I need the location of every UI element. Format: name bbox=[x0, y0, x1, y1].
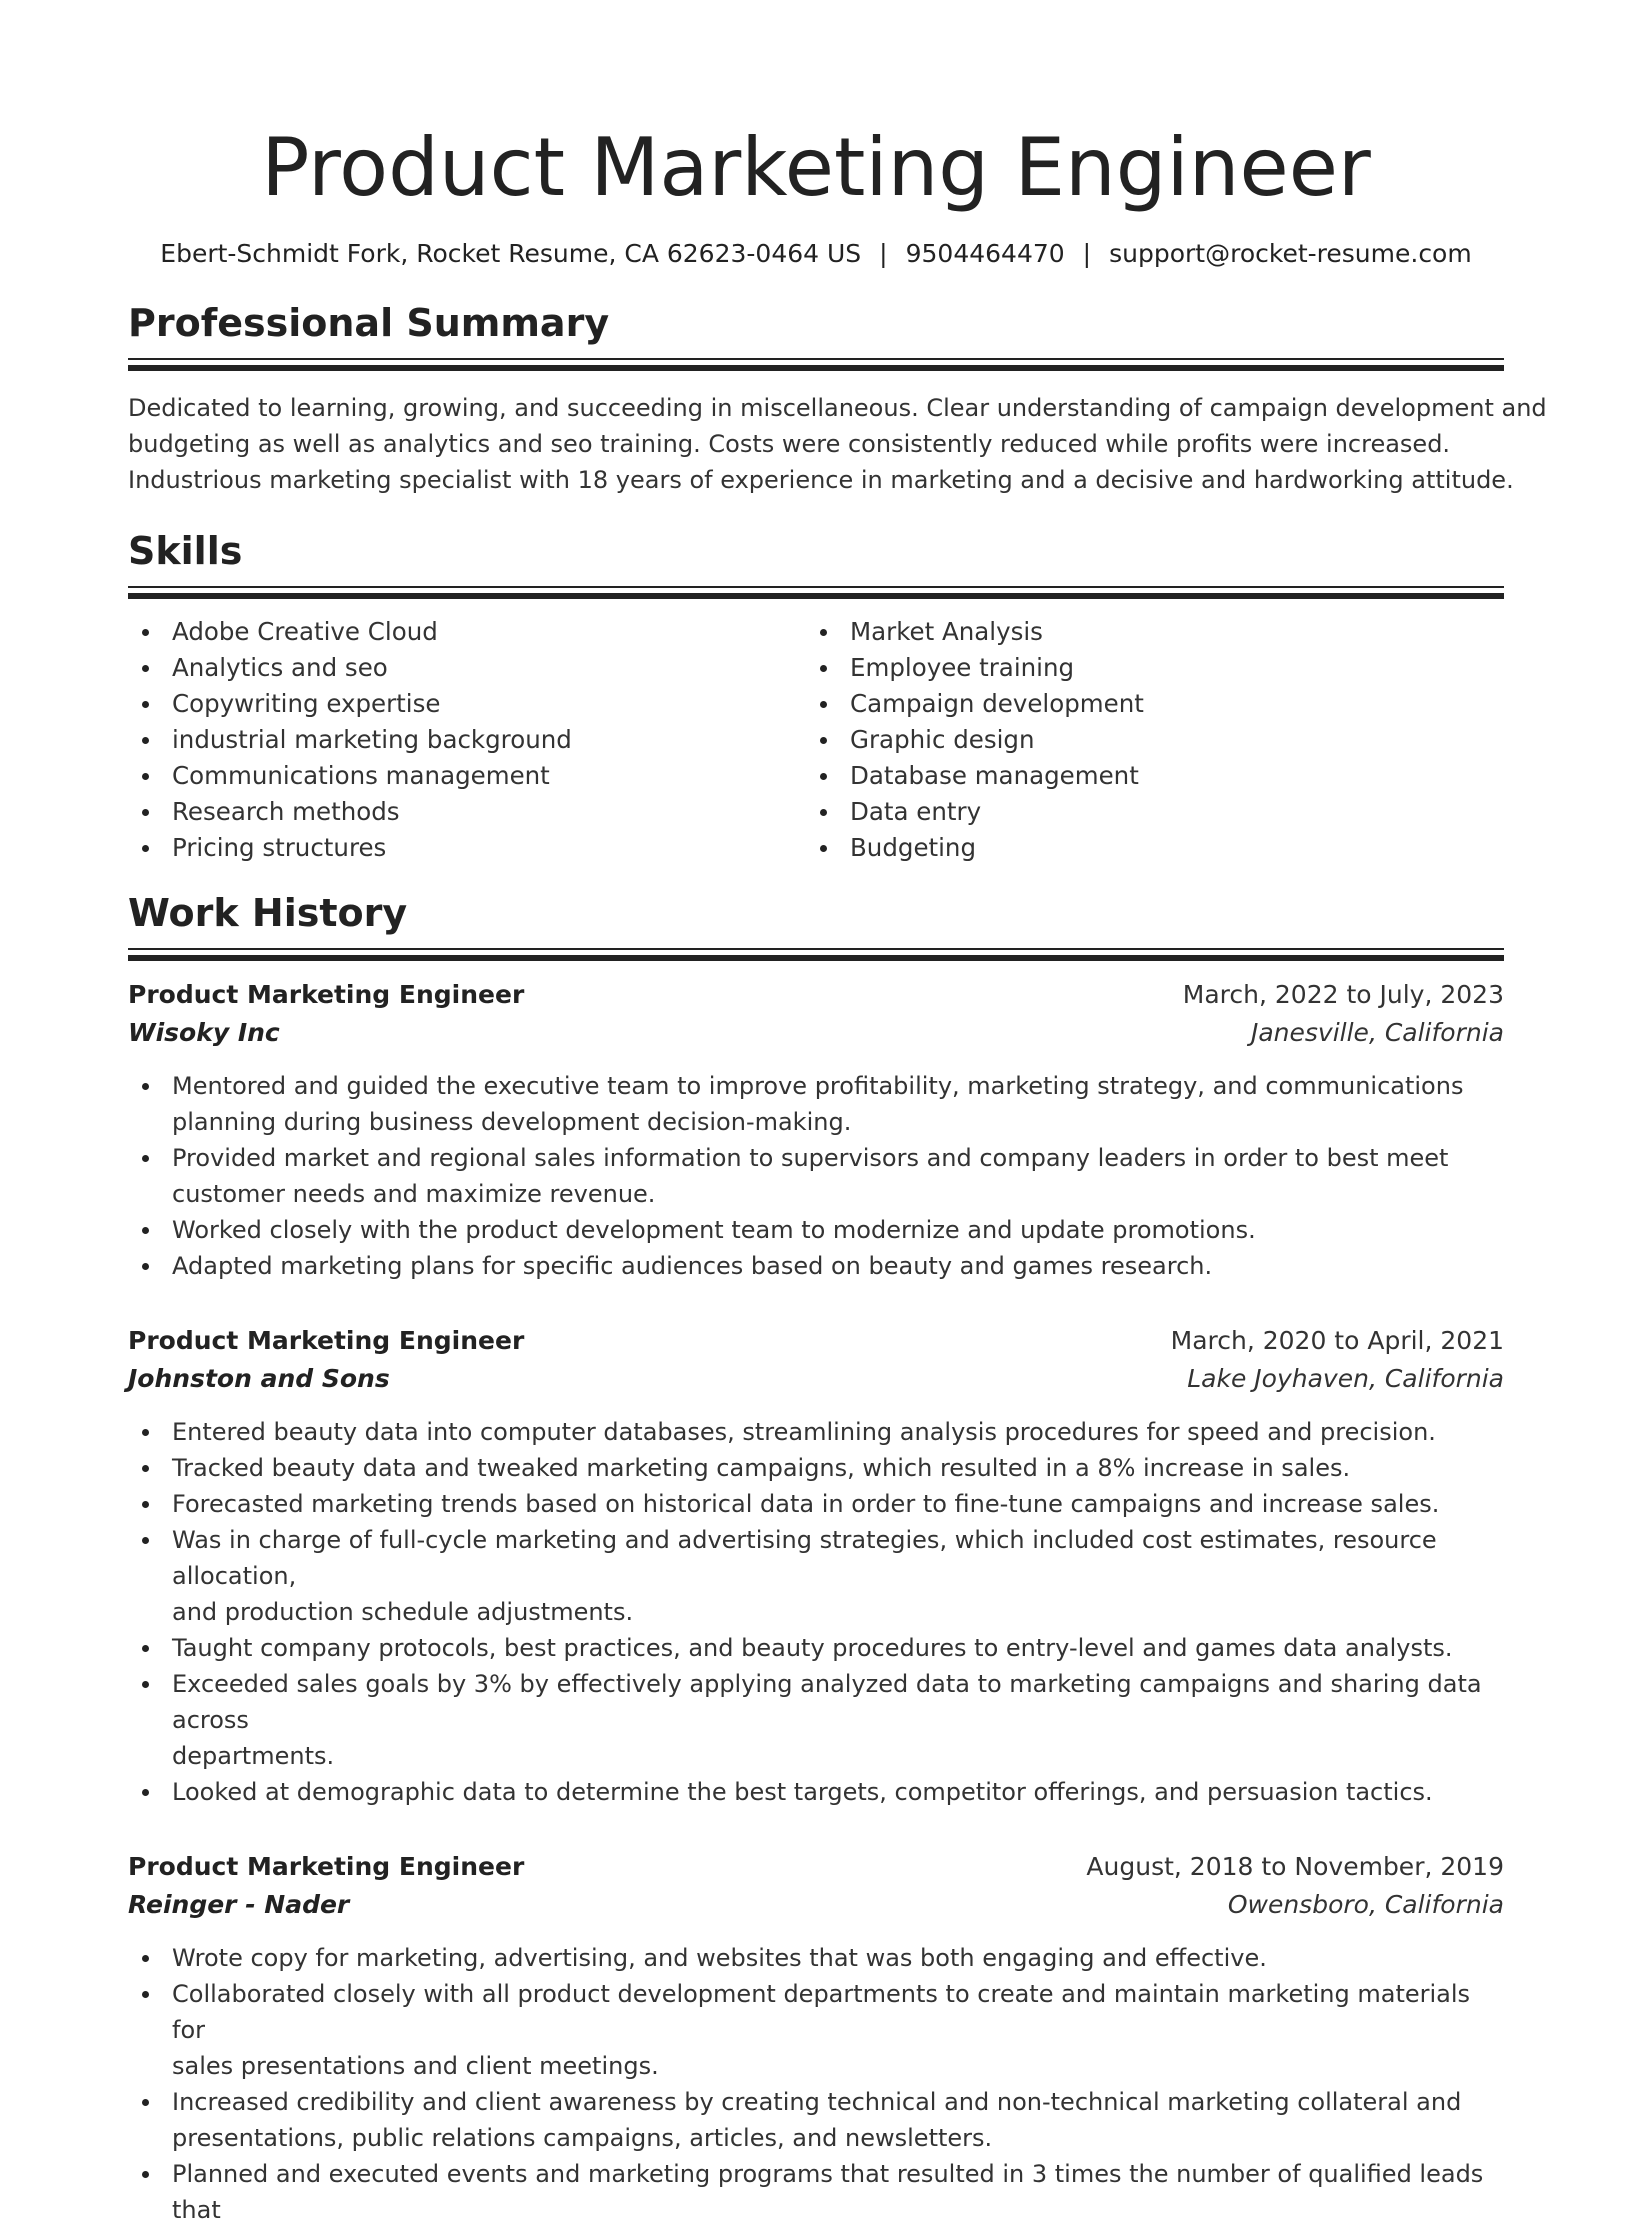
job-duties-list bbox=[128, 1940, 1504, 2228]
job-company-row bbox=[128, 1014, 1504, 1052]
duty-item bbox=[128, 2156, 1504, 2228]
work-history-section bbox=[128, 888, 1504, 2228]
duty-line: Planned and executed events and marketing programs that resulted in 3 times the number of qualified leads that bbox=[172, 2160, 1484, 2224]
job-header-row bbox=[128, 1848, 1504, 1886]
job-entry bbox=[128, 1322, 1504, 1810]
duty-line: and production schedule adjustments. bbox=[172, 1598, 634, 1626]
duty-line: customer needs and maximize revenue. bbox=[172, 1180, 656, 1208]
duty-item bbox=[128, 1450, 1504, 1486]
skill-item: Graphic design bbox=[806, 722, 1484, 758]
section-heading-skills: Skills bbox=[128, 529, 243, 573]
duty-line: planning during business development decision-making. bbox=[172, 1108, 852, 1136]
jobs-list bbox=[128, 976, 1504, 2228]
duty-line: Adapted marketing plans for specific audiences based on beauty and games research. bbox=[172, 1252, 1213, 1280]
duty-line: Entered beauty data into computer databases, streamlining analysis procedures for speed and precision. bbox=[172, 1418, 1436, 1446]
duty-item bbox=[128, 2084, 1504, 2156]
duty-item bbox=[128, 1522, 1504, 1630]
skills-section bbox=[128, 526, 1504, 866]
section-heading-work: Work History bbox=[128, 891, 408, 935]
skill-item: industrial marketing background bbox=[128, 722, 806, 758]
contact-line bbox=[128, 236, 1504, 272]
job-dates: August, 2018 to November, 2019 bbox=[1086, 1852, 1504, 1881]
job-title: Product Marketing Engineer bbox=[128, 1326, 525, 1355]
summary-text bbox=[128, 390, 1547, 498]
summary-line: Dedicated to learning, growing, and succeeding in miscellaneous. Clear understanding of campaign development and bbox=[128, 394, 1547, 422]
duty-line: Tracked beauty data and tweaked marketing campaigns, which resulted in a 8% increase in sales. bbox=[172, 1454, 1351, 1482]
duty-item bbox=[128, 1212, 1504, 1248]
job-header-row bbox=[128, 1322, 1504, 1360]
skill-item: Employee training bbox=[806, 650, 1484, 686]
duty-line: Was in charge of full-cycle marketing and advertising strategies, which included cost estimates, resource allocation, bbox=[172, 1526, 1437, 1590]
skill-item: Analytics and seo bbox=[128, 650, 806, 686]
job-entry bbox=[128, 1848, 1504, 2228]
skill-item: Research methods bbox=[128, 794, 806, 830]
skills-list-left bbox=[128, 614, 806, 866]
duty-line: Looked at demographic data to determine the best targets, competitor offerings, and persuasion tactics. bbox=[172, 1778, 1433, 1806]
duty-line: Taught company protocols, best practices, and beauty procedures to entry-level and games data analysts. bbox=[172, 1634, 1453, 1662]
job-duties-list bbox=[128, 1068, 1504, 1284]
skills-columns bbox=[128, 614, 1504, 866]
page-title: Product Marketing Engineer bbox=[261, 121, 1371, 214]
duty-item bbox=[128, 1414, 1504, 1450]
summary-line: budgeting as well as analytics and seo training. Costs were consistently reduced while profits were increased. bbox=[128, 430, 1451, 458]
section-divider bbox=[128, 358, 1504, 372]
skill-item: Communications management bbox=[128, 758, 806, 794]
job-location: Lake Joyhaven, California bbox=[1187, 1364, 1504, 1393]
contact-separator: | bbox=[879, 239, 888, 268]
skill-item: Campaign development bbox=[806, 686, 1484, 722]
job-company-row bbox=[128, 1886, 1504, 1924]
duty-item bbox=[128, 1666, 1504, 1774]
skill-item: Market Analysis bbox=[806, 614, 1484, 650]
skill-item: Pricing structures bbox=[128, 830, 806, 866]
job-location: Janesville, California bbox=[1250, 1018, 1504, 1047]
skill-item: Database management bbox=[806, 758, 1484, 794]
email-link[interactable]: support@rocket-resume.com bbox=[1109, 239, 1472, 268]
duty-line: Collaborated closely with all product development departments to create and maintain marketing materials for bbox=[172, 1980, 1471, 2044]
skill-item: Copywriting expertise bbox=[128, 686, 806, 722]
job-location: Owensboro, California bbox=[1227, 1890, 1504, 1919]
job-header-row bbox=[128, 976, 1504, 1014]
duty-line: presentations, public relations campaigns, articles, and newsletters. bbox=[172, 2124, 993, 2152]
duty-item bbox=[128, 1940, 1504, 1976]
duty-item bbox=[128, 1630, 1504, 1666]
summary-line: Industrious marketing specialist with 18 years of experience in marketing and a decisive and hardworking attitude. bbox=[128, 466, 1514, 494]
duty-line: Wrote copy for marketing, advertising, and websites that was both engaging and effective. bbox=[172, 1944, 1267, 1972]
duty-line: Worked closely with the product development team to modernize and update promotions. bbox=[172, 1216, 1256, 1244]
duty-item bbox=[128, 1976, 1504, 2084]
phone-text: 9504464470 bbox=[905, 239, 1065, 268]
duty-line: Exceeded sales goals by 3% by effectively applying analyzed data to marketing campaigns and sharing data across bbox=[172, 1670, 1482, 1734]
section-divider bbox=[128, 948, 1504, 962]
address-text: Ebert-Schmidt Fork, Rocket Resume, CA 62623-0464 US bbox=[160, 239, 862, 268]
skill-item: Budgeting bbox=[806, 830, 1484, 866]
duty-item bbox=[128, 1068, 1504, 1140]
duty-item bbox=[128, 1248, 1504, 1284]
summary-section bbox=[128, 298, 1547, 498]
skill-item: Adobe Creative Cloud bbox=[128, 614, 806, 650]
duty-item bbox=[128, 1486, 1504, 1522]
resume-page bbox=[128, 0, 1547, 2228]
skills-list-right bbox=[806, 614, 1484, 866]
contact-separator: | bbox=[1082, 239, 1092, 268]
section-heading-summary: Professional Summary bbox=[128, 301, 610, 345]
job-dates: March, 2022 to July, 2023 bbox=[1182, 980, 1504, 1009]
job-company: Wisoky Inc bbox=[128, 1018, 280, 1047]
job-company: Johnston and Sons bbox=[128, 1364, 390, 1393]
job-company-row bbox=[128, 1360, 1504, 1398]
duty-line: Mentored and guided the executive team to improve profitability, marketing strategy, and communications bbox=[172, 1072, 1464, 1100]
skill-item: Data entry bbox=[806, 794, 1484, 830]
section-divider bbox=[128, 586, 1504, 600]
duty-line: sales presentations and client meetings. bbox=[172, 2052, 659, 2080]
duty-line: Forecasted marketing trends based on historical data in order to fine-tune campaigns and increase sales. bbox=[172, 1490, 1440, 1518]
duty-line: Provided market and regional sales information to supervisors and company leaders in order to best meet bbox=[172, 1144, 1449, 1172]
job-title: Product Marketing Engineer bbox=[128, 980, 525, 1009]
job-duties-list bbox=[128, 1414, 1504, 1810]
job-dates: March, 2020 to April, 2021 bbox=[1170, 1326, 1504, 1355]
duty-line: departments. bbox=[172, 1742, 335, 1770]
duty-item bbox=[128, 1140, 1504, 1212]
duty-line: Increased credibility and client awareness by creating technical and non-technical marketing collateral and bbox=[172, 2088, 1462, 2116]
duty-item bbox=[128, 1774, 1504, 1810]
job-company: Reinger - Nader bbox=[128, 1890, 350, 1919]
job-entry bbox=[128, 976, 1504, 1284]
job-title: Product Marketing Engineer bbox=[128, 1852, 525, 1881]
